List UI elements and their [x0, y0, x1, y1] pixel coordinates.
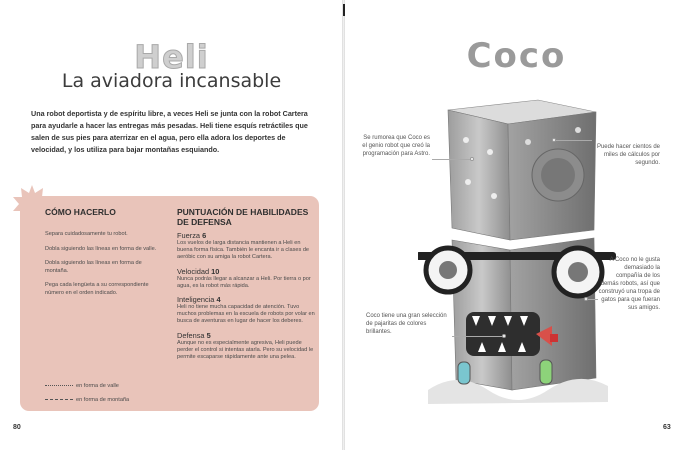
page-number-right: 63: [663, 424, 671, 431]
heli-title: Heli: [134, 38, 209, 76]
coco-robot-illustration: [418, 90, 618, 410]
heli-intro-text: Una robot deportista y de espíritu libre, a veces Heli se junta con la robot Cartera para ayudarle a hacer las entregas más pesadas. Heli tiene esquís retráctiles que salen de sus pies para aterrizar en el agua, pero ella adora los deportes de velocidad, y los utiliza para bajar montañas esquiando.: [31, 109, 308, 154]
spine-mark: [343, 4, 345, 16]
callout-dot: [502, 334, 506, 338]
leader-line: [588, 299, 598, 300]
heli-subtitle: La aviadora incansable: [61, 70, 282, 92]
skill-score: 4: [216, 295, 221, 305]
caption-genius: Se rumorea que Coco es el genio robot que creó la programación para Astro.: [362, 135, 430, 157]
leader-line: [432, 159, 472, 160]
caption-calc: Puede hacer cientos de miles de cálculos por segundo.: [596, 144, 660, 166]
callout-dot: [470, 157, 474, 161]
skill-defensa: [177, 331, 317, 362]
skill-inteligencia: [177, 295, 317, 326]
skill-text: Los vuelos de larga distancia mantienen a Heli en buena forma física. También le encanta ir a clases de aeróbic con su amiga la robot Cartera.: [177, 240, 310, 261]
howto-step: Dobla siguiendo las líneas en forma de montaña.: [45, 260, 142, 274]
skill-name: Velocidad: [177, 266, 210, 276]
callout-dot: [584, 297, 588, 301]
howto-step: Pega cada lengüeta a su correspondiente número en el orden indicado.: [45, 282, 149, 296]
coco-title: Coco: [466, 36, 567, 76]
skill-score: 10: [211, 266, 220, 276]
skill-name: Inteligencia: [177, 295, 215, 305]
callout-dot: [552, 138, 556, 142]
skill-text: Heli no tiene mucha capacidad de atención. Tuvo muchos problemas en la escuela de robots por volar en busca de aventuras en lugar de hacer los deberes.: [177, 304, 315, 325]
howto-column: [45, 207, 165, 305]
skill-velocidad: [177, 267, 317, 290]
legend-valley-label: en forma de valle: [76, 383, 119, 389]
caption-pajaritas: Coco tiene una gran selección de pajaritas de colores brillantes.: [366, 313, 447, 335]
skill-score: 5: [206, 330, 211, 340]
leader-line: [452, 336, 504, 337]
skill-text: Nunca podrás llegar a alcanzar a Heli. Por tierra o por agua, es la robot más rápida.: [177, 275, 311, 289]
skills-title: PUNTUACIÓN DE HABILIDADES DE DEFENSA: [177, 207, 309, 227]
skill-fuerza: [177, 231, 317, 262]
skills-column: [177, 207, 317, 366]
caption-company: A Coco no le gusta demasiado la compañía de los demás robots, así que construyó una tropa de gatos para que fueran sus amigos.: [598, 257, 660, 311]
dashed-line-icon: [45, 399, 73, 400]
legend-valley: [45, 383, 119, 389]
skill-text: Aunque no es especialmente agresiva, Heli puede perder el control si intentas atarla. Pero su velocidad le permite escaparse rápidamente ante una pelea.: [177, 339, 314, 361]
howto-step: Dobla siguiendo las líneas en forma de valle.: [45, 245, 157, 252]
legend-mountain-label: en forma de montaña: [76, 397, 130, 403]
page-number-left: 80: [13, 424, 21, 431]
dotted-line-icon: [45, 385, 73, 386]
howto-step: Separa cuidadosamente tu robot.: [45, 231, 128, 237]
legend-mountain: [45, 397, 129, 403]
leader-line: [556, 140, 592, 141]
skill-name: Defensa: [177, 330, 205, 340]
howto-title: CÓMO HACERLO: [45, 207, 116, 217]
skill-name: Fuerza: [177, 231, 201, 240]
skill-score: 6: [202, 231, 207, 240]
